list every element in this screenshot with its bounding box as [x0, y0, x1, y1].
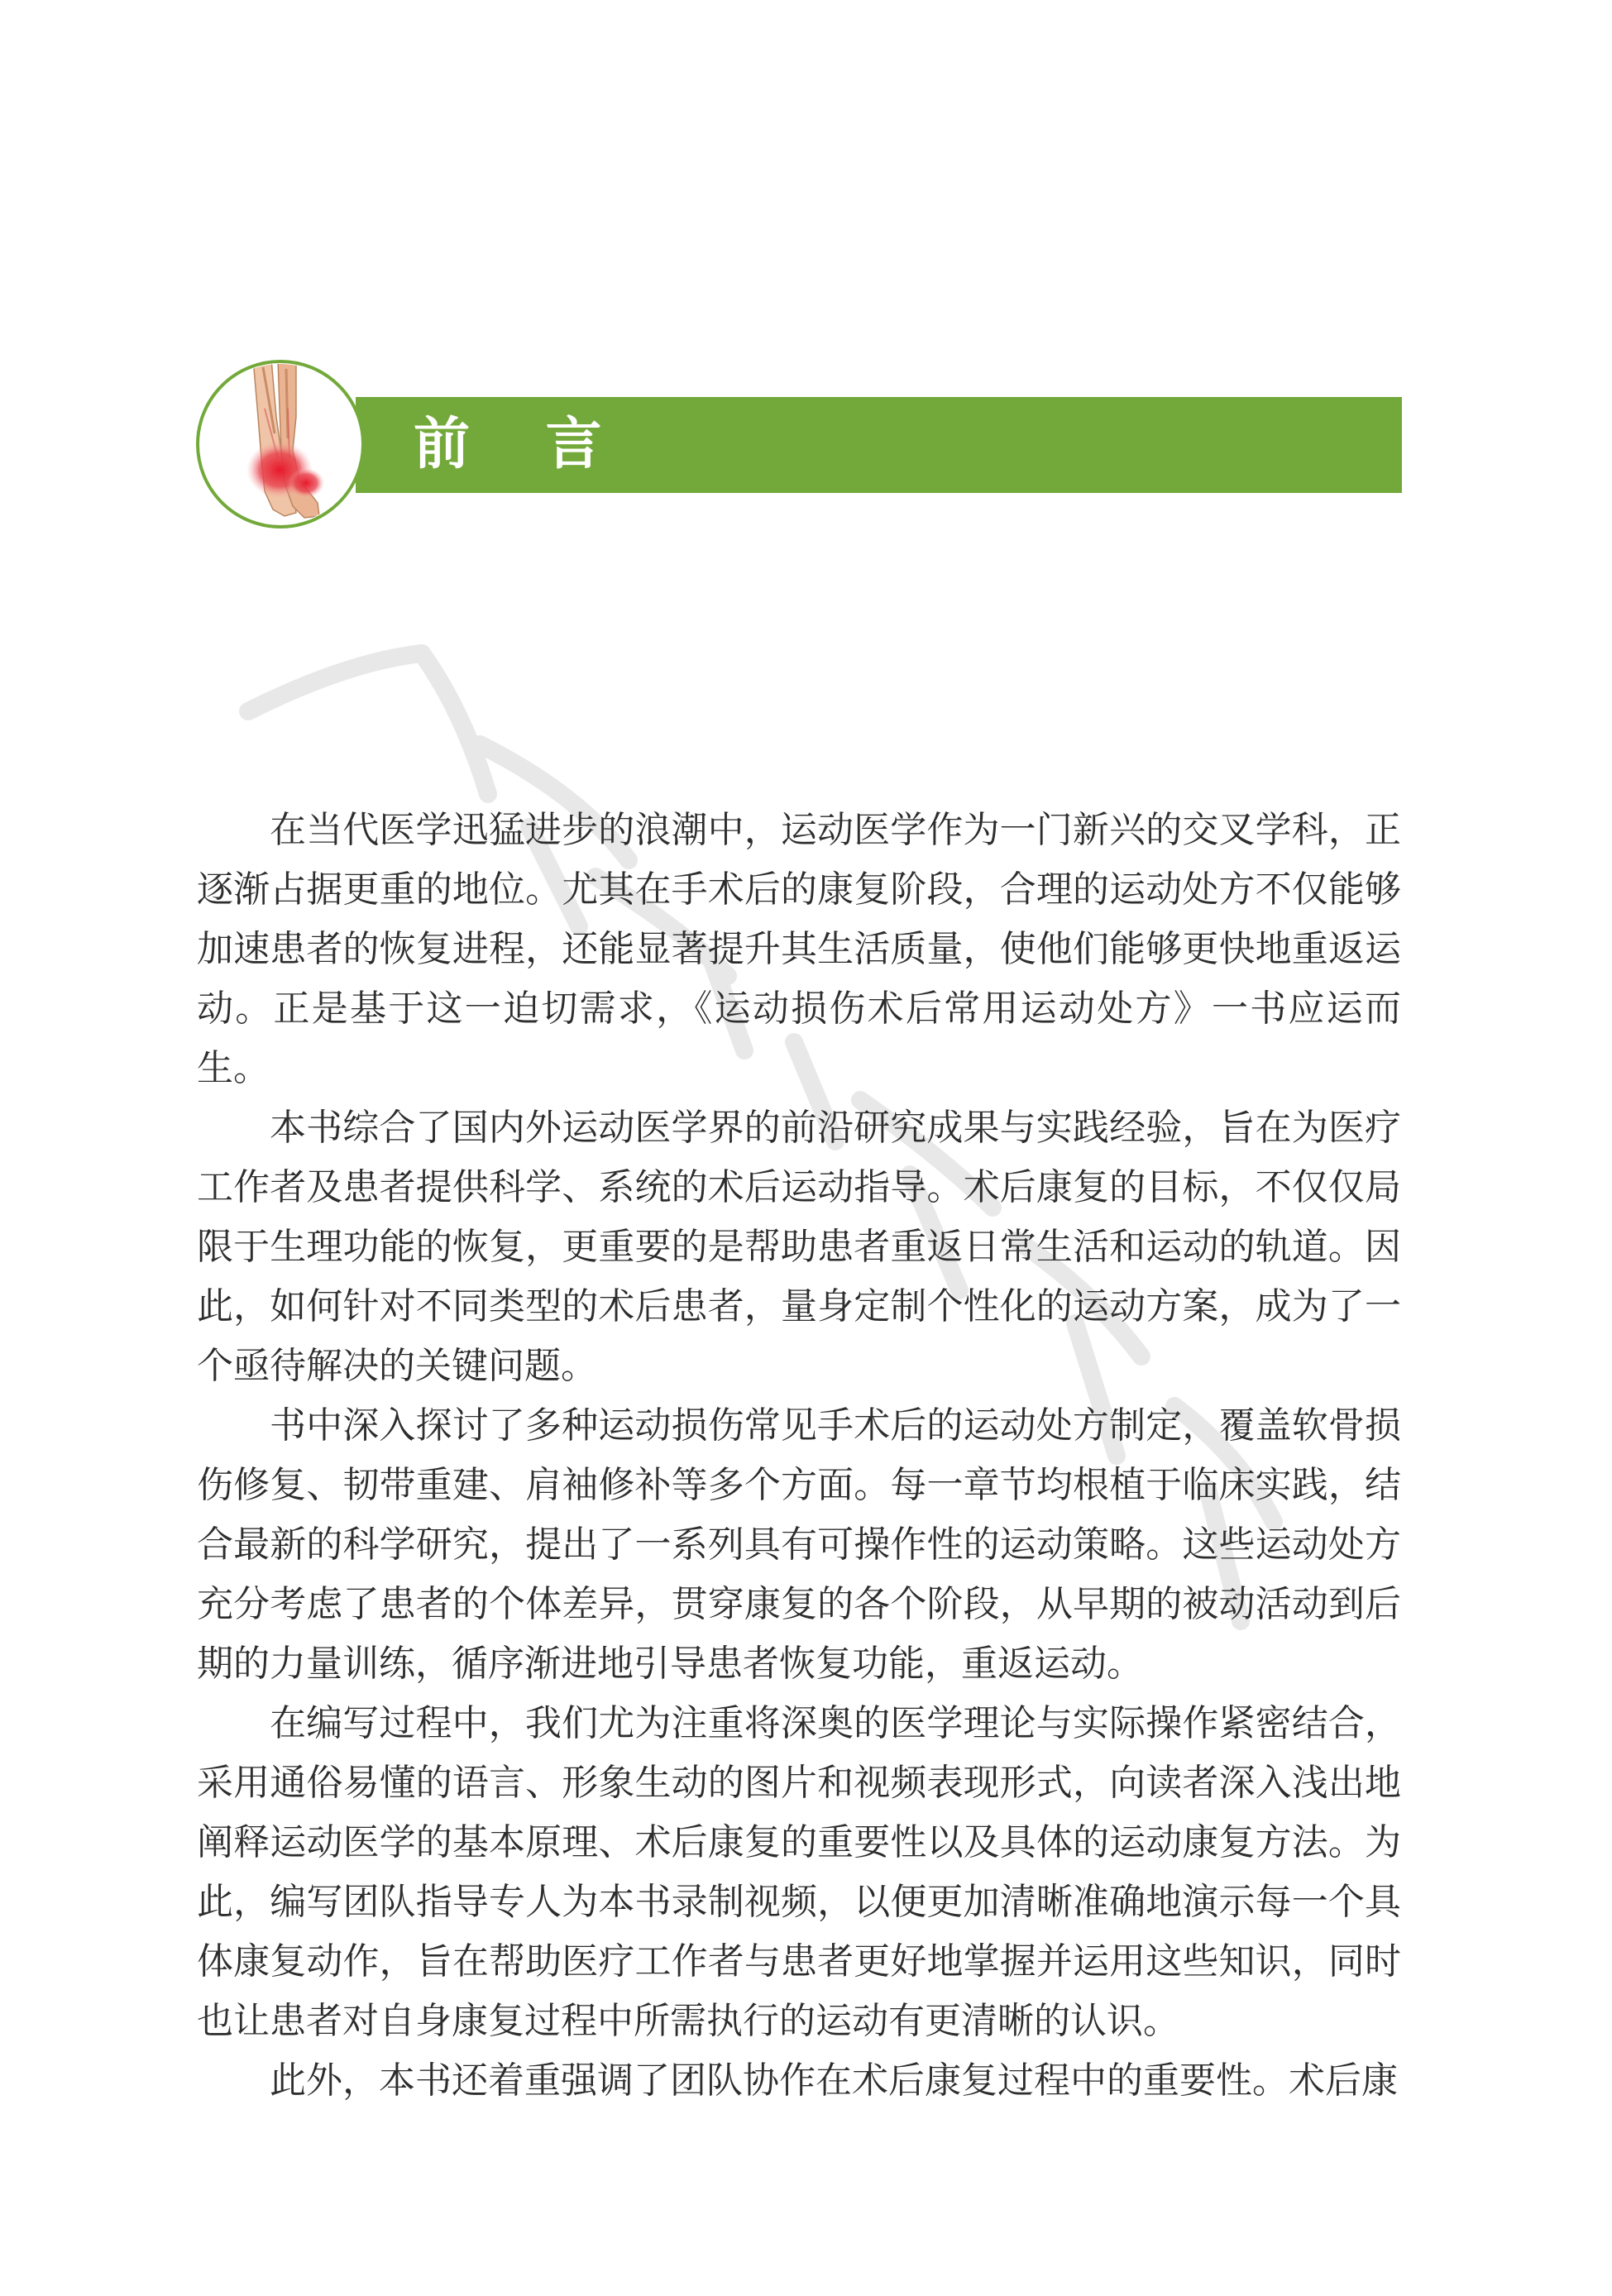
preface-body	[197, 801, 1401, 2111]
paragraph: 在编写过程中，我们尤为注重将深奥的医学理论与实际操作紧密结合，采用通俗易懂的语言、形象生动的图片和视频表现形式，向读者深入浅出地阐释运动医学的基本原理、术后康复的重要性以及具体的运动康复方法。为此，编写团队指导专人为本书录制视频，以便更加清晰准确地演示每一个具体康复动作，旨在帮助医疗工作者与患者更好地掌握并运用这些知识，同时也让患者对自身康复过程中所需执行的运动有更清晰的认识。	[197, 1702, 1401, 2042]
section-title: 前 言	[414, 412, 630, 477]
paragraph: 本书综合了国内外运动医学界的前沿研究成果与实践经验，旨在为医疗工作者及患者提供科学、系统的术后运动指导。术后康复的目标，不仅仅局限于生理功能的恢复，更重要的是帮助患者重返日常生活和运动的轨道。因此，如何针对不同类型的术后患者，量身定制个性化的运动方案，成为了一个亟待解决的关键问题。	[197, 1107, 1401, 1387]
paragraph: 此外，本书还着重强调了团队协作在术后康复过程中的重要性。术后康	[270, 2059, 1398, 2102]
foot-ankle-anatomy-icon	[195, 359, 366, 529]
paragraph: 在当代医学迅猛进步的浪潮中，运动医学作为一门新兴的交叉学科，正逐渐占据更重的地位。尤其在手术后的康复阶段，合理的运动处方不仅能够加速患者的恢复进程，还能显著提升其生活质量，使他们能够更快地重返运动。正是基于这一迫切需求，《运动损伤术后常用运动处方》一书应运而生。	[197, 809, 1401, 1089]
paragraph: 书中深入探讨了多种运动损伤常见手术后的运动处方制定，覆盖软骨损伤修复、韧带重建、肩袖修补等多个方面。每一章节均根植于临床实践，结合最新的科学研究，提出了一系列具有可操作性的运动策略。这些运动处方充分考虑了患者的个体差异，贯穿康复的各个阶段，从早期的被动活动到后期的力量训练，循序渐进地引导患者恢复功能，重返运动。	[197, 1404, 1401, 1685]
